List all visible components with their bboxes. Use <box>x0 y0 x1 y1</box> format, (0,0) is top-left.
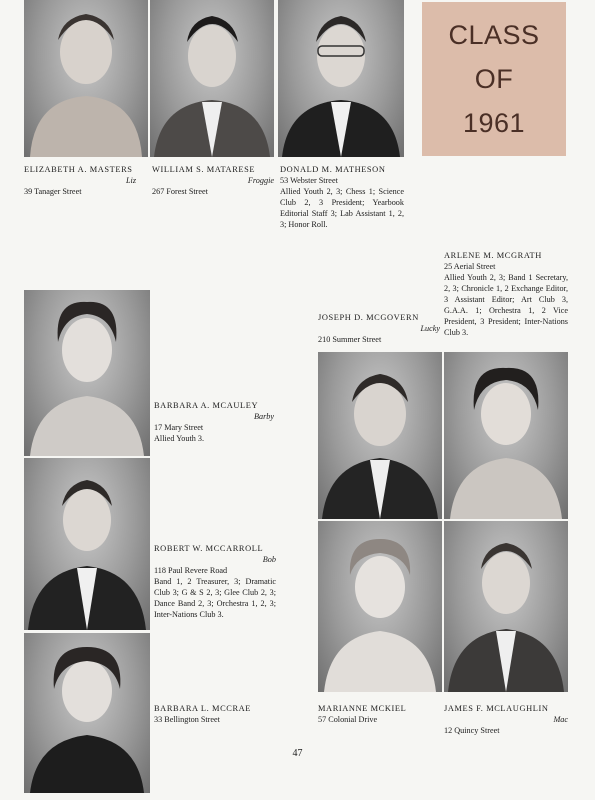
caption-william-matarese <box>152 164 274 197</box>
student-activities: Allied Youth 3. <box>154 434 205 443</box>
student-name: JAMES F. MCLAUGHLIN <box>444 704 549 713</box>
student-address: 210 Summer Street <box>318 335 382 344</box>
student-address: 33 Bellington Street <box>154 715 220 724</box>
student-activities: Allied Youth 2, 3; Band 1 Secretary, 2, 3; Chronicle 1, 2 Exchange Editor, 3 Assistant Editor; Art Club 3, G.A.A. 1; Orchestra 1, 2 Vice President, 3 President; Inter-Nations Club 3. <box>444 273 568 337</box>
portrait-barbara-mccrae <box>24 633 150 793</box>
student-name: ARLENE M. MCGRATH <box>444 251 542 260</box>
portrait-elizabeth-masters <box>24 0 148 157</box>
student-address: 39 Tanager Street <box>24 187 82 196</box>
caption-barbara-mcauley <box>154 400 274 444</box>
student-name: JOSEPH D. MCGOVERN <box>318 313 419 322</box>
student-address: 25 Aerial Street <box>444 262 496 271</box>
student-address: 57 Colonial Drive <box>318 715 378 724</box>
portrait-robert-mccarroll <box>24 458 150 630</box>
class-banner-line2: OF <box>474 64 514 94</box>
student-address: 267 Forest Street <box>152 187 208 196</box>
student-name: WILLIAM S. MATARESE <box>152 165 256 174</box>
student-nickname: Mac <box>553 715 568 724</box>
portrait-donald-matheson <box>278 0 404 157</box>
portrait-barbara-mcauley <box>24 290 150 456</box>
student-name: ROBERT W. MCCARROLL <box>154 544 264 553</box>
student-name: MARIANNE MCKIEL <box>318 704 407 713</box>
student-address: 53 Webster Street <box>280 176 338 185</box>
student-nickname: Froggie <box>247 176 274 185</box>
class-banner-line3: 1961 <box>462 108 526 138</box>
caption-donald-matheson <box>280 164 404 230</box>
student-nickname: Bob <box>262 555 276 564</box>
caption-marianne-mckiel <box>318 703 440 725</box>
caption-arlene-mcgrath <box>444 250 568 338</box>
portrait-marianne-mckiel <box>318 521 442 692</box>
portrait-william-matarese <box>150 0 274 157</box>
student-nickname: Barby <box>253 412 274 421</box>
student-activities: Allied Youth 2, 3; Chess 1; Science Club 2, 3 President; Yearbook Editorial Staff 3; Lab Assistant 1, 2, 3; Honor Roll. <box>280 187 404 229</box>
class-banner-line1: CLASS <box>448 20 540 50</box>
caption-joseph-mcgovern <box>318 312 440 345</box>
student-name: BARBARA A. MCAULEY <box>154 401 259 410</box>
student-nickname: Lucky <box>420 324 440 333</box>
student-name: DONALD M. MATHESON <box>280 165 386 174</box>
student-nickname: Liz <box>125 176 136 185</box>
class-of-1961-banner <box>422 2 566 156</box>
student-address: 118 Paul Revere Road <box>154 566 228 575</box>
portrait-arlene-mcgrath <box>444 352 568 519</box>
caption-barbara-mccrae <box>154 703 276 725</box>
caption-robert-mccarroll <box>154 543 276 620</box>
student-address: 17 Mary Street <box>154 423 204 432</box>
student-name: ELIZABETH A. MASTERS <box>24 165 133 174</box>
portrait-james-mclaughlin <box>444 521 568 692</box>
caption-james-mclaughlin <box>444 703 568 736</box>
student-activities: Band 1, 2 Treasurer, 3; Dramatic Club 3; G & S 2, 3; Glee Club 2, 3; Dance Band 2, 3; Orchestra 1, 2, 3; Inter-Nations Club 3. <box>154 577 276 619</box>
page-number: 47 <box>292 748 303 759</box>
student-address: 12 Quincy Street <box>444 726 500 735</box>
portrait-joseph-mcgovern <box>318 352 442 519</box>
student-name: BARBARA L. MCCRAE <box>154 704 251 713</box>
caption-elizabeth-masters <box>24 164 136 197</box>
